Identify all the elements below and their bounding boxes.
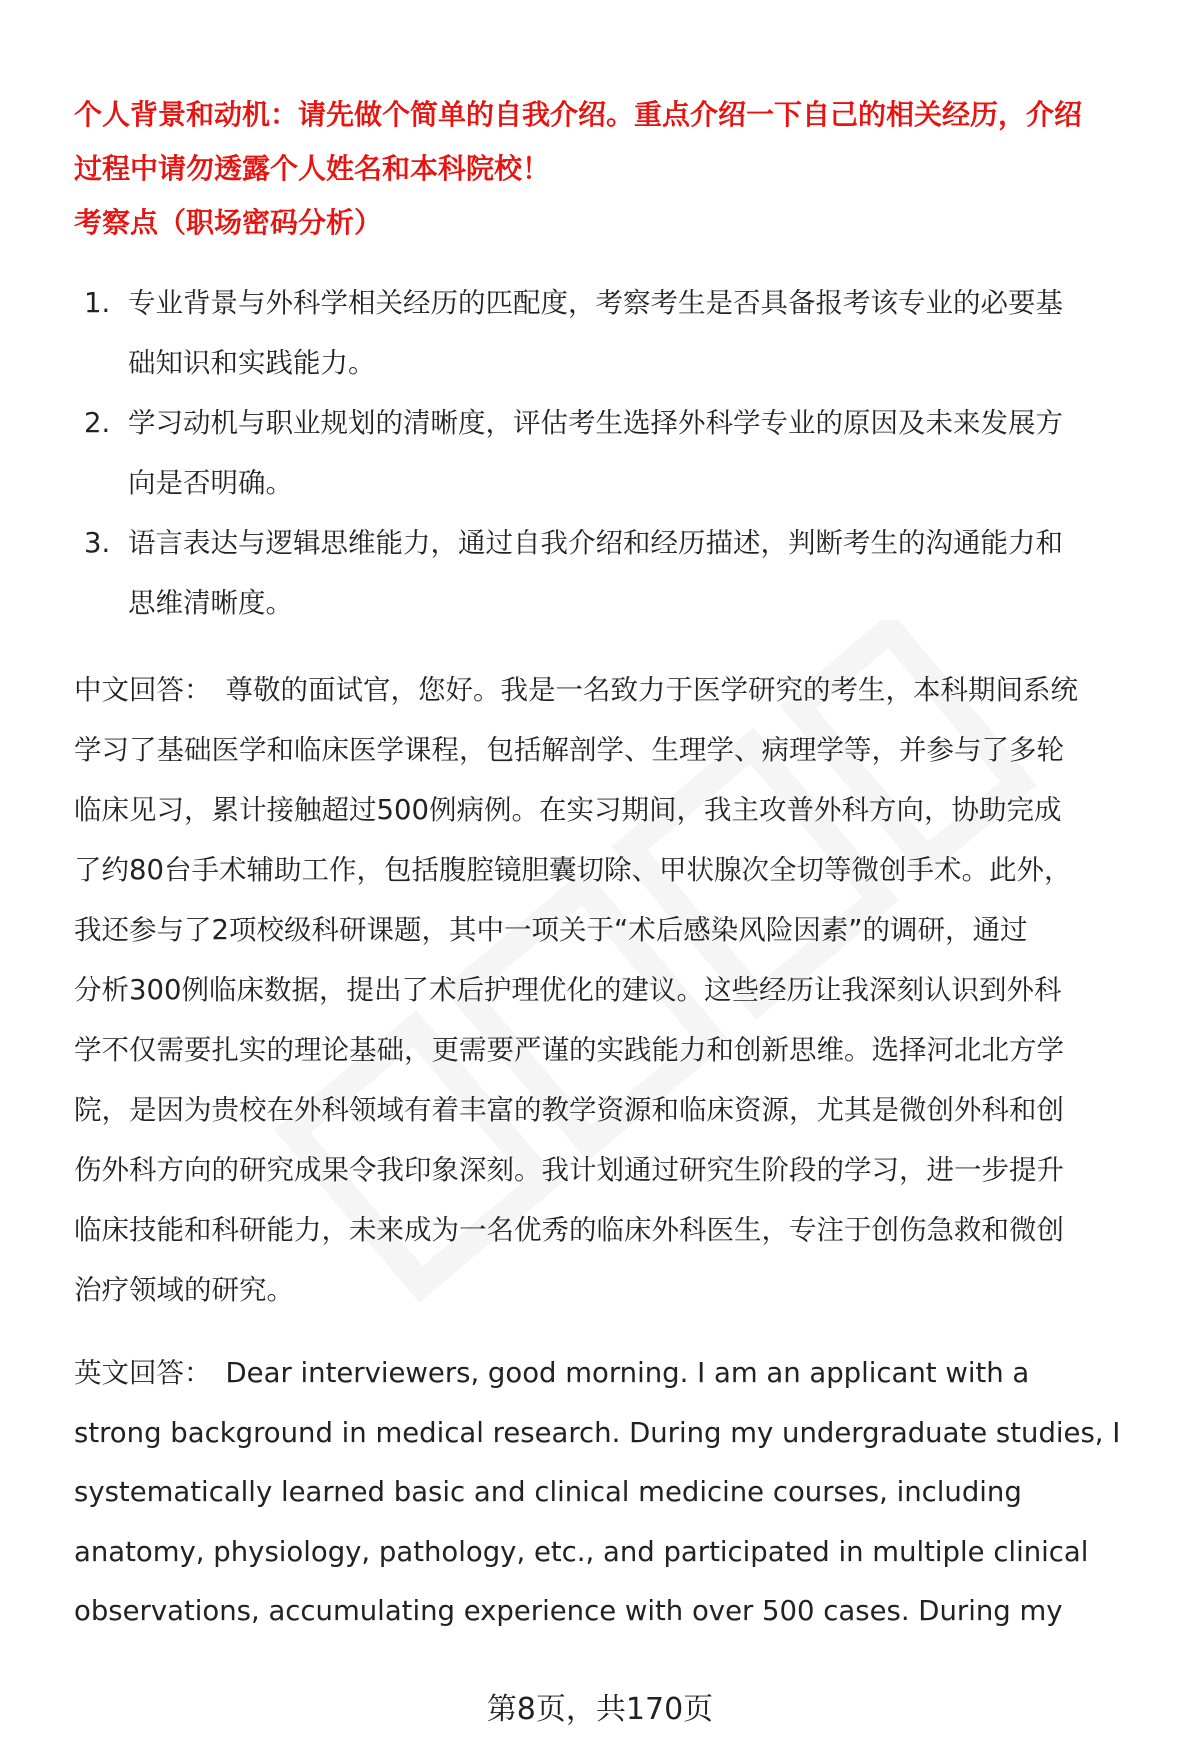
- interview-question: [74, 88, 1154, 196]
- answer-line: 临床见习，累计接触超过500例病例。在实习期间，我主攻普外科方向，协助完成: [74, 794, 1062, 826]
- list-item-line: 向是否明确。: [128, 467, 293, 499]
- answer-line: strong background in medical research. During my undergraduate studies, I: [74, 1416, 1121, 1449]
- list-item-number: 2.: [84, 407, 111, 439]
- answer-line: anatomy, physiology, pathology, etc., and participated in multiple clinical: [74, 1535, 1089, 1568]
- answer-line: 治疗领域的研究。: [74, 1274, 294, 1306]
- chinese-answer-label: 中文回答：: [74, 674, 212, 706]
- answer-line: 我还参与了2项校级科研课题，其中一项关于“术后感染风险因素”的调研，通过: [74, 914, 1028, 946]
- list-item: [74, 273, 1154, 393]
- answer-line: 学习了基础医学和临床医学课程，包括解剖学、生理学、病理学等，并参与了多轮: [74, 734, 1064, 766]
- list-item-line: 学习动机与职业规划的清晰度，评估考生选择外科学专业的原因及未来发展方: [128, 407, 1063, 439]
- answer-line: [74, 660, 1154, 720]
- answer-line: [74, 1344, 1159, 1404]
- list-item-line: 专业背景与外科学相关经历的匹配度，考察考生是否具备报考该专业的必要基: [128, 287, 1063, 319]
- answer-line: 分析300例临床数据，提出了术后护理优化的建议。这些经历让我深刻认识到外科: [74, 974, 1062, 1006]
- english-answer: [74, 1344, 1159, 1642]
- answer-line: systematically learned basic and clinical medicine courses, including: [74, 1476, 1022, 1508]
- question-line-1: 个人背景和动机：请先做个简单的自我介绍。重点介绍一下自己的相关经历，介绍: [74, 98, 1083, 131]
- list-item: [74, 393, 1154, 513]
- list-item-number: 1.: [84, 287, 111, 319]
- answer-line: 院，是因为贵校在外科领域有着丰富的教学资源和临床资源，尤其是微创外科和创: [74, 1094, 1064, 1126]
- page-number: 第8页，共170页: [486, 1692, 714, 1727]
- assessment-points-title: 考察点（职场密码分析）: [74, 206, 383, 239]
- answer-line: 临床技能和科研能力，未来成为一名优秀的临床外科医生，专注于创伤急救和微创: [74, 1214, 1064, 1246]
- list-item-line: 语言表达与逻辑思维能力，通过自我介绍和经历描述，判断考生的沟通能力和: [128, 527, 1063, 559]
- english-answer-label: 英文回答：: [74, 1357, 212, 1389]
- answer-text: 尊敬的面试官，您好。我是一名致力于医学研究的考生，本科期间系统: [225, 674, 1078, 706]
- list-item-line: 思维清晰度。: [128, 587, 293, 619]
- answer-line: 了约80台手术辅助工作，包括腹腔镜胆囊切除、甲状腺次全切等微创手术。此外，: [74, 854, 1072, 886]
- question-line-2: 过程中请勿透露个人姓名和本科院校！: [74, 152, 551, 185]
- list-item-line: 础知识和实践能力。: [128, 347, 376, 379]
- answer-line: 学不仅需要扎实的理论基础，更需要严谨的实践能力和创新思维。选择河北北方学: [74, 1034, 1064, 1066]
- assessment-points-list: [74, 273, 1154, 633]
- answer-line: 伤外科方向的研究成果令我印象深刻。我计划通过研究生阶段的学习，进一步提升: [74, 1154, 1064, 1186]
- answer-line: observations, accumulating experience with over 500 cases. During my: [74, 1595, 1063, 1627]
- answer-text: Dear interviewers, good morning. I am an applicant with a: [225, 1357, 1030, 1389]
- chinese-answer: [74, 660, 1154, 1320]
- list-item-number: 3.: [84, 527, 111, 559]
- list-item: [74, 513, 1154, 633]
